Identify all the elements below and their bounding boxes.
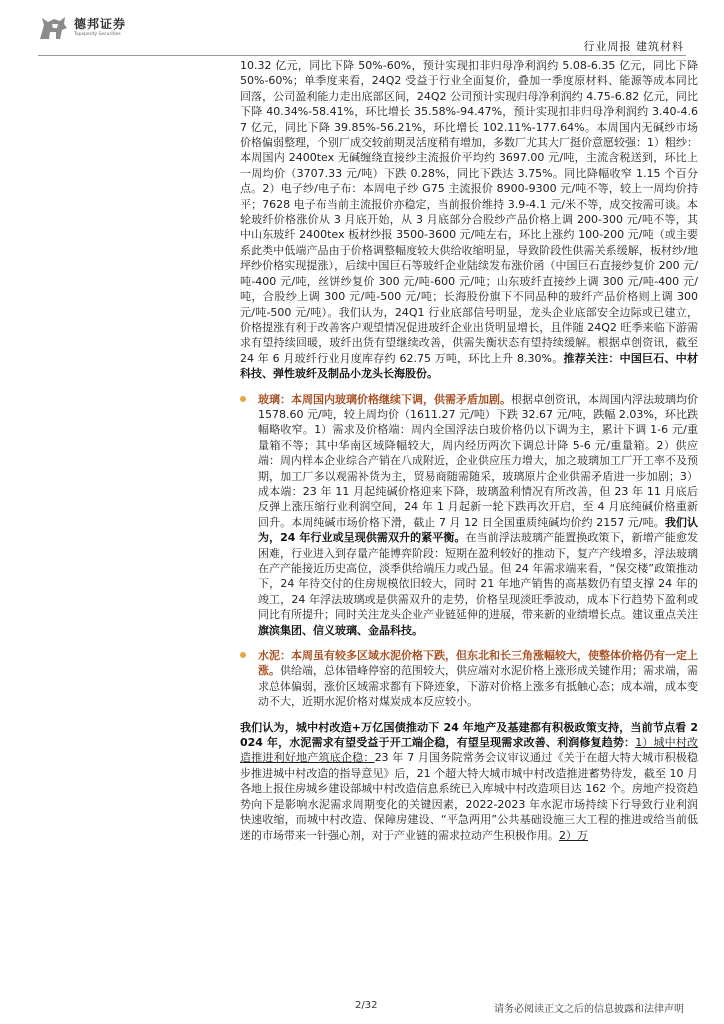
cement-text-2: 23 年 7 月国务院常务会议审议通过《关于在超大特大城市积极稳步推进城中村改造的指导意见》后，21 个超大特大城市城中村改造推进蓄势待发，截至 10 月各地上报住房城乡建设部城中村改造信息系统已入库城中村改造项目达 162 个。房地产投资趋势向下是影响水泥需求周期变化的关键因素，2022-2023 年水泥市场持续下行导致行业利润快速收缩，而城中村改造、保障房建设、“平急两用”公共基础设施三大工程的推进或给当前低迷的市场带来一针强心剂，对于产业链的需求拉动产生积极作用。 [240,751,698,842]
glass-section [240,392,698,639]
cement-view: 我们认为，城中村改造+万亿国债推动下 24 年地产及基建都有积极政策支持，当前节点看 2024 年，水泥需求有望受益于开工端企稳，有望呈现需求改善、利润修复趋势： [240,720,698,750]
cement-paragraph [258,648,698,710]
glass-fiber-recommendation: 推荐关注：中国巨石、中材科技、弹性玻纤及制品小龙头长海股份。 [240,351,698,381]
glass-fiber-text: 10.32 亿元，同比下降 50%-60%，预计实现扣非归母净利润约 5.08-6.35 亿元，同比下降 50%-60%；单季度来看，24Q2 受益于行业全面复价，叠加一季度原材料、能源等成本同比回落，公司盈利能力走出底部区间，24Q2 公司预计实现归母净利润约 4.75-6.82 亿元，同比下降 40.34%-58.41%，环比增长 35.58%-94.47%，预计实现扣非归母净利润约 3.40-4.67 亿元，同比下降 39.85%-56.21%，环比增长 102.11%-177.64%。本周国内无碱纱市场价格偏弱整理，个别厂成交较前期灵活度稍有增加，多数厂尤其大厂挺价意愿较强：1）粗纱：本周国内 2400tex 无碱缠绕直接纱主流报价平均约 3697.00 元/吨，主流含税送到，环比上一周均价（3707.33 元/吨）下跌 0.28%，同比下跌达 3.75%。同比降幅收窄 1.15 个百分点。2）电子纱/电子布：本周电子纱 G75 主流报价 8900-9300 元/吨不等，较上一周均价持平；7628 电子布当前主流报价亦稳定，当前报价维持 3.9-4.1 元/米不等，成交按需可谈。本轮玻纤价格涨价从 3 月底开始，从 3 月底部分合股纱产品价格上调 200-300 元/吨不等，其中山东玻纤 2400tex 板材纱报 3500-3600 元/吨左右，环比上涨约 100-200 元/吨（或主要系此类中低端产品由于价格调整幅度较大供给收缩明显，导致阶段性供需关系缓解，板材纱/地坪纱价格实现提涨），后续中国巨石等玻纤企业陆续发布涨价函（中国巨石直接纱复价 200 元/吨-400 元/吨，丝饼纱复价 300 元/吨-600 元/吨；山东玻纤直接纱上调 300 元/吨-400 元/吨，合股纱上调 300 元/吨-500 元/吨；长海股份旗下不同品种的玻纤产品价格则上调 300 元/吨-500 元/吨）。我们认为，24Q1 行业底部信号明显，龙头企业底部安全边际或已建立，价格提涨有利于改善客户观望情况促进玻纤企业出货明显增长，且伴随 24Q2 旺季来临下游需求有望持续回暖，玻纤出货有望继续改善，供需失衡状态有望持续缓解。根据卓创资讯，截至 24 年 6 月玻纤行业月度库存约 62.75 万吨，环比上升 8.30%。 [240,59,698,365]
bullet-icon [240,652,246,658]
page-number: 2/32 [355,1000,378,1011]
glass-paragraph [258,392,698,639]
glass-view: 我们认为，24 年行业或呈现供需双升的紧平衡。 [258,515,698,545]
cement-point-1: 1）城中村改造推进利好地产筑底企稳： [240,736,698,765]
cement-view-block [240,720,698,843]
cement-heading: 水泥：本周虽有较多区域水泥价格下跌，但东北和长三角涨幅较大，使整体价格仍有一定上涨。 [258,649,698,678]
cement-section [240,648,698,710]
glass-text-1: 根据卓创资讯，本周国内浮法玻璃均价 1578.60 元/吨，较上周均价（1611.27 元/吨）下跌 32.67 元/吨，跌幅 2.03%，环比跌幅略收窄。1）需求及价格端：周内全国浮法白玻价格仍以下调为主，累计下调 1-6 元/重量箱不等；其中华南区域降幅较大，周内经历两次下调总计降 5-6 元/重量箱。2）供应端：周内样本企业综合产销在八成附近，企业供应压力增大，加之玻璃加工厂开工率不及预期，加工厂多以观需补货为主，贸易商随需随采，玻璃原片企业供需矛盾进一步加剧；3）成本端：23 年 11 月起纯碱价格迎来下降，玻璃盈利情况有所改善，但 23 年 11 月底后反弹上涨压缩行业利润空间，24 年 1 月起新一轮下跌再次开启，至 4 月底纯碱价格重新回升。本周纯碱市场价格下滑，截止 7 月 12 日全国重质纯碱均价约 2157 元/吨。 [258,392,698,529]
cement-view-paragraph [240,720,698,843]
glass-fiber-paragraph [240,58,698,382]
header-divider [38,55,686,56]
page-footer [0,996,724,1024]
legal-disclaimer: 请务必阅读正文之后的信息披露和法律声明 [494,1004,684,1015]
report-category: 行业周报 建筑材料 [583,40,684,53]
company-logo [38,14,138,42]
bullet-icon [240,396,246,402]
brand-name: 德邦证券 [74,17,127,31]
glass-recommendation: 旗滨集团、信义玻璃、金晶科技。 [258,623,423,637]
report-body [240,58,698,998]
cement-text-1: 供给端，总体错峰停窑的范围较大，供应端对水泥价格上涨形成关键作用；需求端，需求总体偏弱，涨价区域需求都有下降迹象，下游对价格上涨多有抵触心态；成本端，成本变动不大，近期水泥价格对煤炭成本反应较小。 [258,664,698,709]
glass-heading: 玻璃：本周国内玻璃价格继续下调，供需矛盾加剧。 [258,392,511,406]
page-header [0,0,724,64]
glass-fiber-section [240,58,698,382]
brand-name-english: Topsperity Securities [74,32,121,37]
cement-point-2: 2）万 [559,828,588,842]
glass-text-2: 在当前浮法玻璃产能置换政策下，新增产能愈发困难，行业进入到存量产能博弈阶段：短期在盈利较好的推动下，复产产线增多，浮法玻璃在产产能接近历史高位，淡季供给端压力或凸显。但 24 年需求端来看，“保交楼”政策推动下，24 年待交付的住房规模依旧较大，同时 21 年地产销售的高基数仍有望支撑 24 年的竣工，24 年浮法玻璃或是供需双升的走势，价格呈现淡旺季波动，成本下行趋势下盈利或同比有所提升；同时关注龙头企业产业链延伸的进展，带来新的业绩增长点。建议重点关注 [258,531,698,622]
bull-logo-icon [38,15,68,41]
